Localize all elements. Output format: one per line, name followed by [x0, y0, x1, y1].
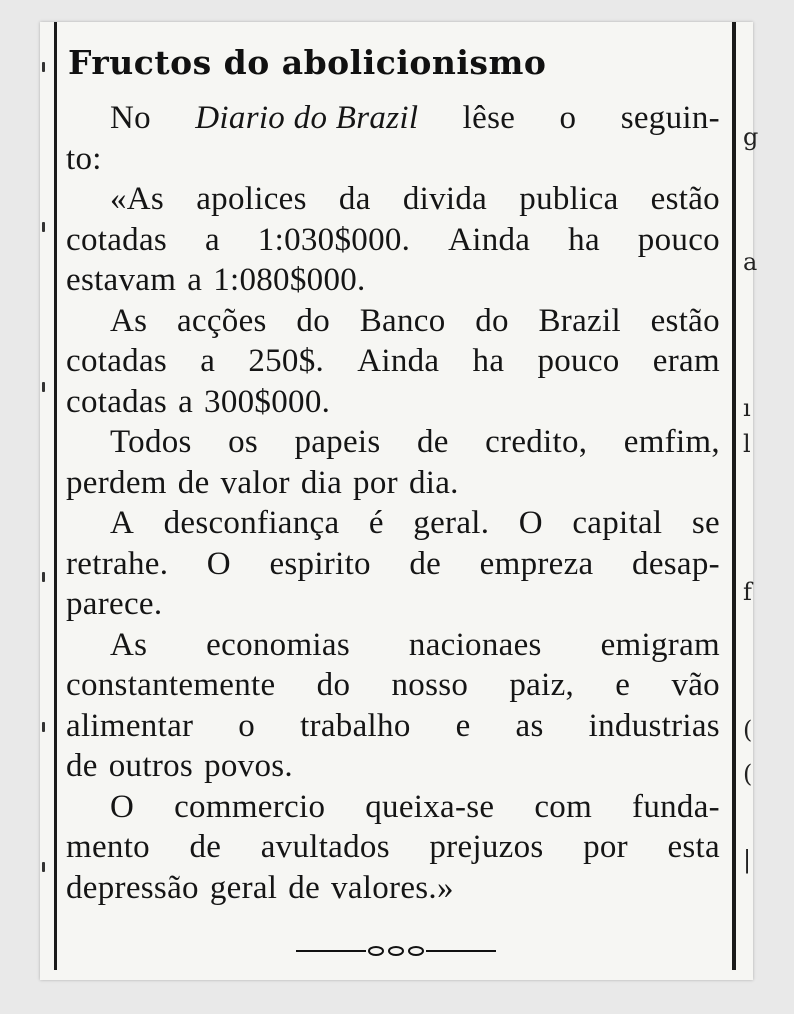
text-line [66, 341, 720, 382]
word: outros [108, 748, 194, 784]
word: por [583, 829, 628, 865]
word: industrias [588, 707, 720, 744]
text-line [66, 463, 720, 504]
neighbor-glyph: ( [743, 716, 753, 744]
word: ha [472, 343, 505, 379]
word: de [409, 545, 442, 582]
column-rule-left [54, 22, 57, 970]
word: paiz, [509, 667, 575, 703]
text-line [66, 260, 720, 301]
word: divida [402, 181, 488, 217]
word: prejuzos [429, 829, 544, 865]
word: a [187, 262, 203, 298]
word: pouco [637, 221, 720, 258]
word: pouco [537, 343, 620, 379]
word: depressão [66, 869, 199, 906]
word: 250$. [248, 343, 325, 379]
word: O [206, 545, 231, 582]
word: 1:080$000. [213, 262, 366, 298]
text-line [66, 422, 720, 463]
text-line [66, 301, 720, 342]
word: do [316, 667, 351, 703]
edge-mark [42, 722, 45, 732]
paragraph [66, 98, 720, 179]
word: constantemente [66, 667, 276, 703]
word: Ainda [357, 343, 440, 379]
text-line [66, 827, 720, 868]
word: de [288, 869, 321, 906]
word: alimentar [66, 707, 194, 744]
word: dia [300, 464, 343, 501]
word: emigram [600, 626, 720, 663]
text-line [66, 665, 720, 706]
word: os [228, 424, 259, 460]
word: o [238, 707, 256, 744]
word: perdem [66, 464, 167, 501]
text-line [66, 179, 720, 220]
text-line [66, 625, 720, 666]
word: e [615, 667, 631, 703]
paragraph [66, 625, 720, 787]
word: esta [667, 829, 720, 865]
text-line [66, 382, 720, 423]
word: a [178, 383, 194, 420]
word: queixa-se [365, 788, 495, 825]
word: estão [650, 181, 720, 217]
word: funda- [632, 788, 720, 825]
word: A [110, 505, 135, 541]
word: estão [650, 302, 720, 339]
paragraph [66, 787, 720, 909]
word: 1:030$000. [257, 221, 411, 258]
ornamental-rule [296, 944, 496, 958]
word: nacionaes [408, 626, 542, 663]
word: da [338, 181, 371, 217]
text-line [66, 544, 720, 585]
word: Banco [359, 302, 446, 339]
word: papeis [294, 424, 381, 460]
text-line [66, 787, 720, 828]
edge-mark [42, 862, 45, 872]
word: cotadas [66, 343, 168, 379]
word: de [177, 464, 210, 501]
word: capital [572, 505, 663, 541]
word: «As [110, 181, 165, 217]
neighbor-glyph: g [743, 123, 759, 151]
word: a [200, 343, 216, 379]
word: acções [176, 302, 267, 339]
neighbor-glyph: ı [743, 394, 751, 422]
word: trabalho [300, 707, 411, 744]
word: dia. [408, 464, 459, 501]
word: emprezа [479, 545, 594, 582]
word: commercio [174, 788, 326, 825]
word: por [353, 464, 398, 501]
word: se [691, 505, 720, 541]
paragraph [66, 422, 720, 503]
word: o [559, 100, 577, 136]
word: valores.» [331, 869, 454, 906]
word: com [534, 788, 593, 825]
word: geral [209, 869, 278, 906]
word: O [518, 505, 543, 541]
word: cotadas [66, 221, 168, 258]
text-line [66, 503, 720, 544]
neighbor-glyph: f [743, 578, 752, 606]
word: geral. [413, 505, 490, 541]
word: estavam [66, 262, 177, 298]
word: economias [206, 626, 350, 663]
word: Diario do Brazil [195, 100, 419, 136]
word: O [110, 788, 135, 825]
word: Todos [110, 424, 192, 460]
word: é [368, 505, 384, 541]
word: retrahe. [66, 545, 169, 582]
text-line [66, 706, 720, 747]
text-line [66, 746, 720, 787]
neighbor-glyph: a [743, 248, 758, 276]
edge-mark [42, 572, 45, 582]
word: desap- [632, 545, 720, 582]
paragraph [66, 503, 720, 625]
edge-mark [42, 62, 45, 72]
word: as [515, 707, 544, 744]
word: 300$000. [204, 383, 331, 420]
text-line [66, 98, 720, 139]
word: nosso [391, 667, 469, 703]
word: de [416, 424, 449, 460]
word: a [204, 221, 220, 258]
word: de [66, 748, 98, 784]
word: vão [671, 667, 720, 703]
word: espirito [269, 545, 371, 582]
word: avultados [260, 829, 390, 865]
word: to: [66, 140, 102, 177]
article [66, 40, 720, 908]
word: de [189, 829, 222, 865]
word: credito, [485, 424, 588, 460]
neighbor-glyph: ( [743, 760, 753, 788]
word: As [110, 302, 148, 339]
column-rule-right [732, 22, 736, 970]
word: As [110, 626, 148, 663]
edge-mark [42, 222, 45, 232]
word: mento [66, 829, 150, 865]
word: valor [220, 464, 290, 501]
word: do [296, 302, 330, 339]
word: publica [519, 181, 619, 217]
text-line [66, 584, 720, 625]
left-edge-marks [40, 22, 54, 980]
word: Ainda [448, 221, 531, 258]
neighbor-column-fragment [743, 22, 759, 980]
word: povos. [204, 748, 293, 784]
headline: Fructos do abolicionismo [68, 43, 547, 82]
edge-mark [42, 382, 45, 392]
word: do [475, 302, 509, 339]
paragraph [66, 301, 720, 423]
paragraph [66, 179, 720, 301]
word: parece. [66, 586, 163, 622]
word: Brazil [538, 302, 621, 339]
word: eram [652, 343, 720, 379]
word: seguin- [620, 100, 720, 136]
text-line [66, 220, 720, 261]
article-body [66, 98, 720, 908]
word: cotadas [66, 383, 168, 420]
word: lêse [462, 100, 516, 136]
word: ha [568, 221, 600, 258]
word: desconfiança [163, 505, 340, 541]
word: No [110, 100, 151, 136]
word: emfim, [623, 424, 720, 460]
neighbor-glyph: | [743, 846, 752, 874]
newspaper-clipping [40, 22, 759, 980]
word: apolices [196, 181, 307, 217]
text-line [66, 868, 720, 909]
word: e [455, 707, 471, 744]
neighbor-glyph: l [743, 430, 751, 458]
text-line [66, 139, 720, 180]
